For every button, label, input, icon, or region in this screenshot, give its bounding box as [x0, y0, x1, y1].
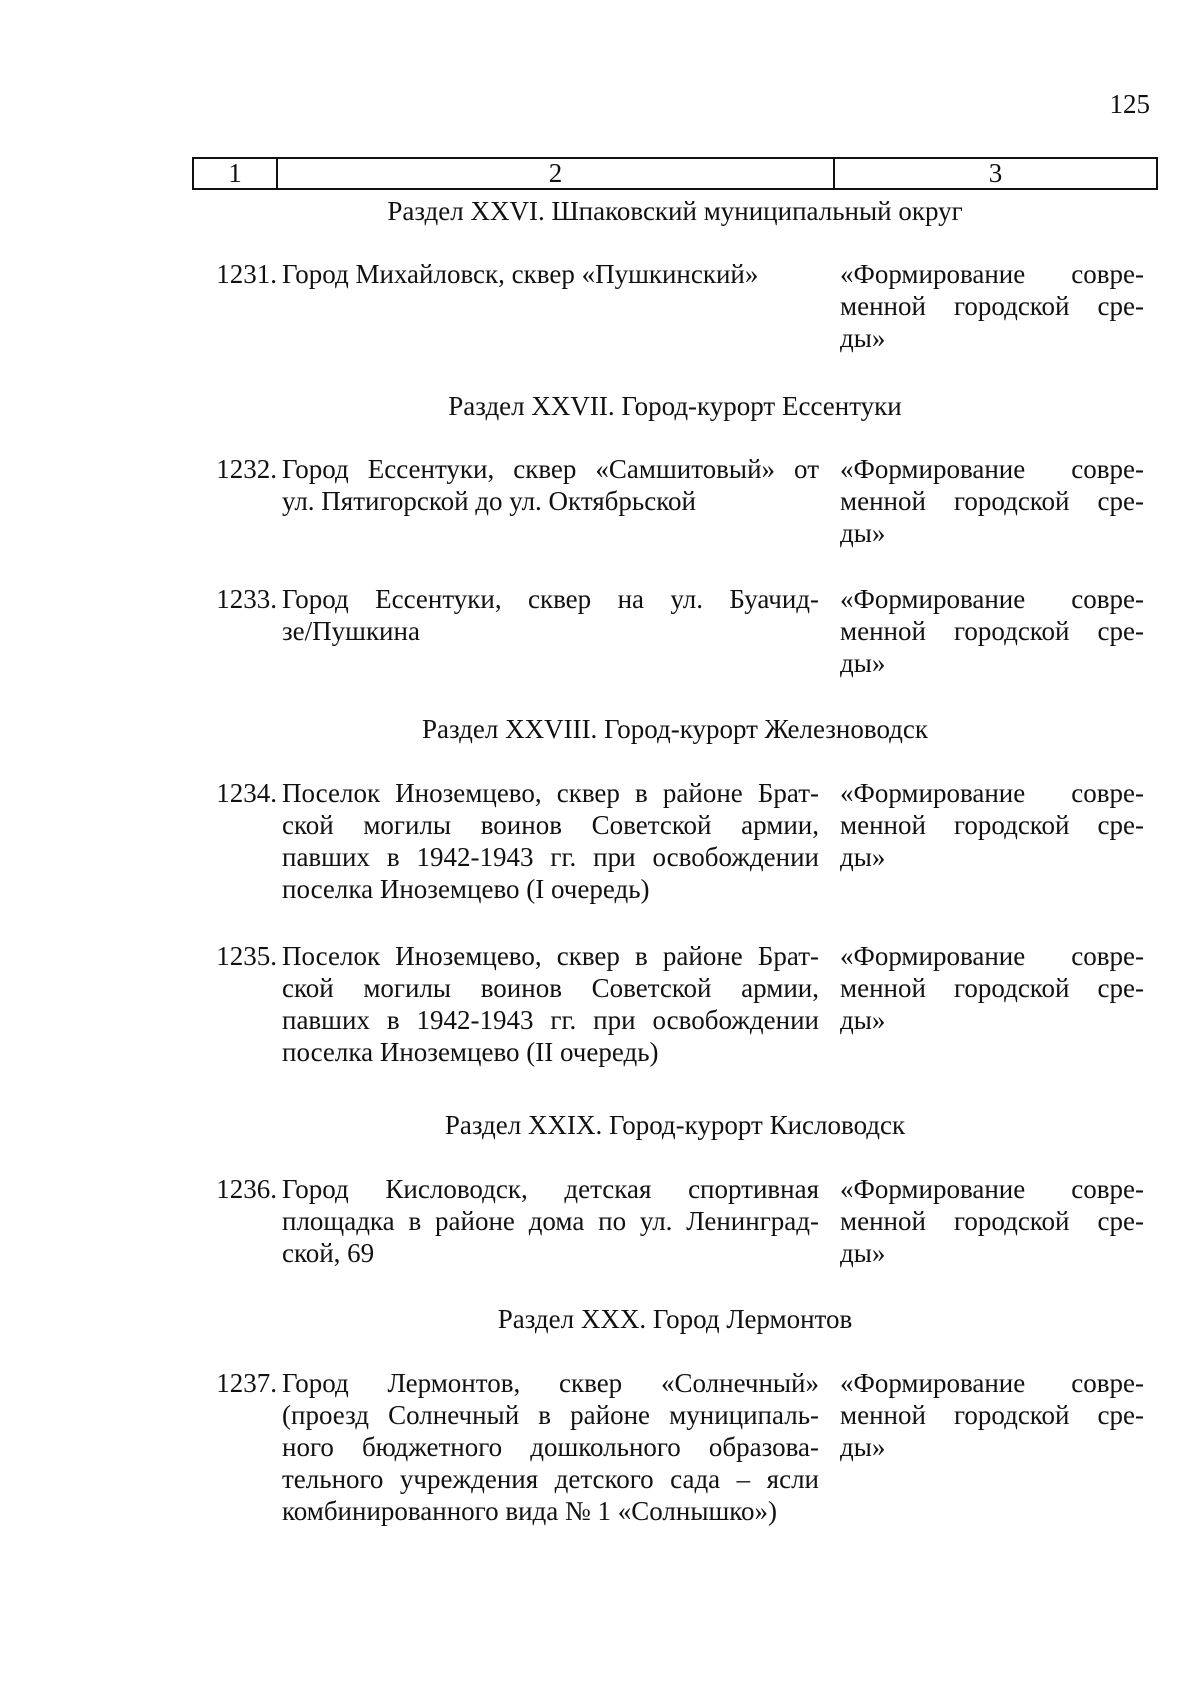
description-line: Город Кисловодск, детская спортивная: [282, 1174, 819, 1204]
description-line: ного бюджетного дошкольного образова-: [282, 1432, 819, 1462]
program-line: менной городской сре-: [840, 973, 1144, 1003]
entry-description: [282, 258, 819, 290]
entry-number: 1233.: [216, 584, 277, 614]
program-line: «Формирование совре-: [840, 778, 1144, 808]
entry-description: [282, 583, 819, 647]
entry-description: [282, 1367, 819, 1527]
description-line: ской могилы воинов Советской армии,: [282, 973, 819, 1003]
section-title: Раздел XXVII. Город-курорт Ессентуки: [448, 391, 902, 421]
section-title: Раздел XXVI. Шпаковский муниципальный округ: [387, 196, 963, 226]
page-number: 125: [1109, 89, 1150, 119]
description-line: павших в 1942-1943 гг. при освобождении: [282, 1005, 819, 1035]
column-header-3: 3: [988, 158, 1003, 188]
entry-description: [282, 1173, 819, 1269]
program-line: «Формирование совре-: [840, 584, 1144, 614]
description-line: площадка в районе дома по ул. Ленинград-: [282, 1206, 819, 1236]
entry-number: 1236.: [216, 1174, 277, 1204]
entry-number: 1237.: [216, 1368, 277, 1398]
entry-description: [282, 777, 819, 905]
program-line: менной городской сре-: [840, 291, 1144, 321]
entry-program: [840, 940, 1144, 1036]
description-line: поселка Иноземцево (I очередь): [282, 874, 650, 904]
program-line: ды»: [840, 518, 886, 548]
entry-program: [840, 1173, 1144, 1269]
program-line: ды»: [840, 842, 886, 872]
program-line: ды»: [840, 648, 886, 678]
program-line: ды»: [840, 323, 886, 353]
section-title: Раздел XXX. Город Лермонтов: [497, 1304, 853, 1334]
program-line: ды»: [840, 1238, 886, 1268]
section-title: Раздел XXVIII. Город-курорт Железноводск: [421, 714, 929, 744]
entry-program: [840, 453, 1144, 549]
program-line: менной городской сре-: [840, 486, 1144, 516]
column-header-row: [192, 157, 1158, 190]
description-line: ской, 69: [282, 1238, 375, 1268]
program-line: менной городской сре-: [840, 1400, 1144, 1430]
program-line: «Формирование совре-: [840, 941, 1144, 971]
program-line: «Формирование совре-: [840, 259, 1144, 289]
entry-number: 1235.: [216, 941, 277, 971]
entry-program: [840, 583, 1144, 679]
program-line: менной городской сре-: [840, 810, 1144, 840]
entry-number: 1231.: [216, 259, 277, 289]
description-line: тельного учреждения детского сада – ясли: [282, 1464, 819, 1494]
description-line: поселка Иноземцево (II очередь): [282, 1037, 659, 1067]
description-line: ской могилы воинов Советской армии,: [282, 810, 819, 840]
description-line: зе/Пушкина: [282, 616, 420, 646]
program-line: менной городской сре-: [840, 616, 1144, 646]
program-line: ды»: [840, 1432, 886, 1462]
program-line: «Формирование совре-: [840, 454, 1144, 484]
program-line: менной городской сре-: [840, 1206, 1144, 1236]
description-line: (проезд Солнечный в районе муниципаль-: [282, 1400, 819, 1430]
description-line: Город Михайловск, сквер «Пушкинский»: [282, 259, 759, 289]
description-line: ул. Пятигорской до ул. Октябрьской: [282, 486, 696, 516]
description-line: Город Ессентуки, сквер «Самшитовый» от: [282, 454, 819, 484]
entry-number: 1234.: [216, 778, 277, 808]
column-header-2: 2: [278, 159, 835, 188]
description-line: павших в 1942-1943 гг. при освобождении: [282, 842, 819, 872]
description-line: Поселок Иноземцево, сквер в районе Брат-: [282, 941, 819, 971]
entry-description: [282, 940, 819, 1068]
program-line: «Формирование совре-: [840, 1368, 1144, 1398]
section-title: Раздел XXIX. Город-курорт Кисловодск: [444, 1110, 906, 1140]
description-line: Город Лермонтов, сквер «Солнечный»: [282, 1368, 819, 1398]
entry-program: [840, 1367, 1144, 1463]
entry-program: [840, 258, 1144, 354]
description-line: Город Ессентуки, сквер на ул. Буачид-: [282, 584, 819, 614]
description-line: комбинированного вида № 1 «Солнышко»): [282, 1496, 778, 1526]
program-line: ды»: [840, 1005, 886, 1035]
entry-description: [282, 453, 819, 517]
entry-program: [840, 777, 1144, 873]
program-line: «Формирование совре-: [840, 1174, 1144, 1204]
description-line: Поселок Иноземцево, сквер в районе Брат-: [282, 778, 819, 808]
column-header-1: 1: [194, 159, 278, 188]
entry-number: 1232.: [216, 454, 277, 484]
